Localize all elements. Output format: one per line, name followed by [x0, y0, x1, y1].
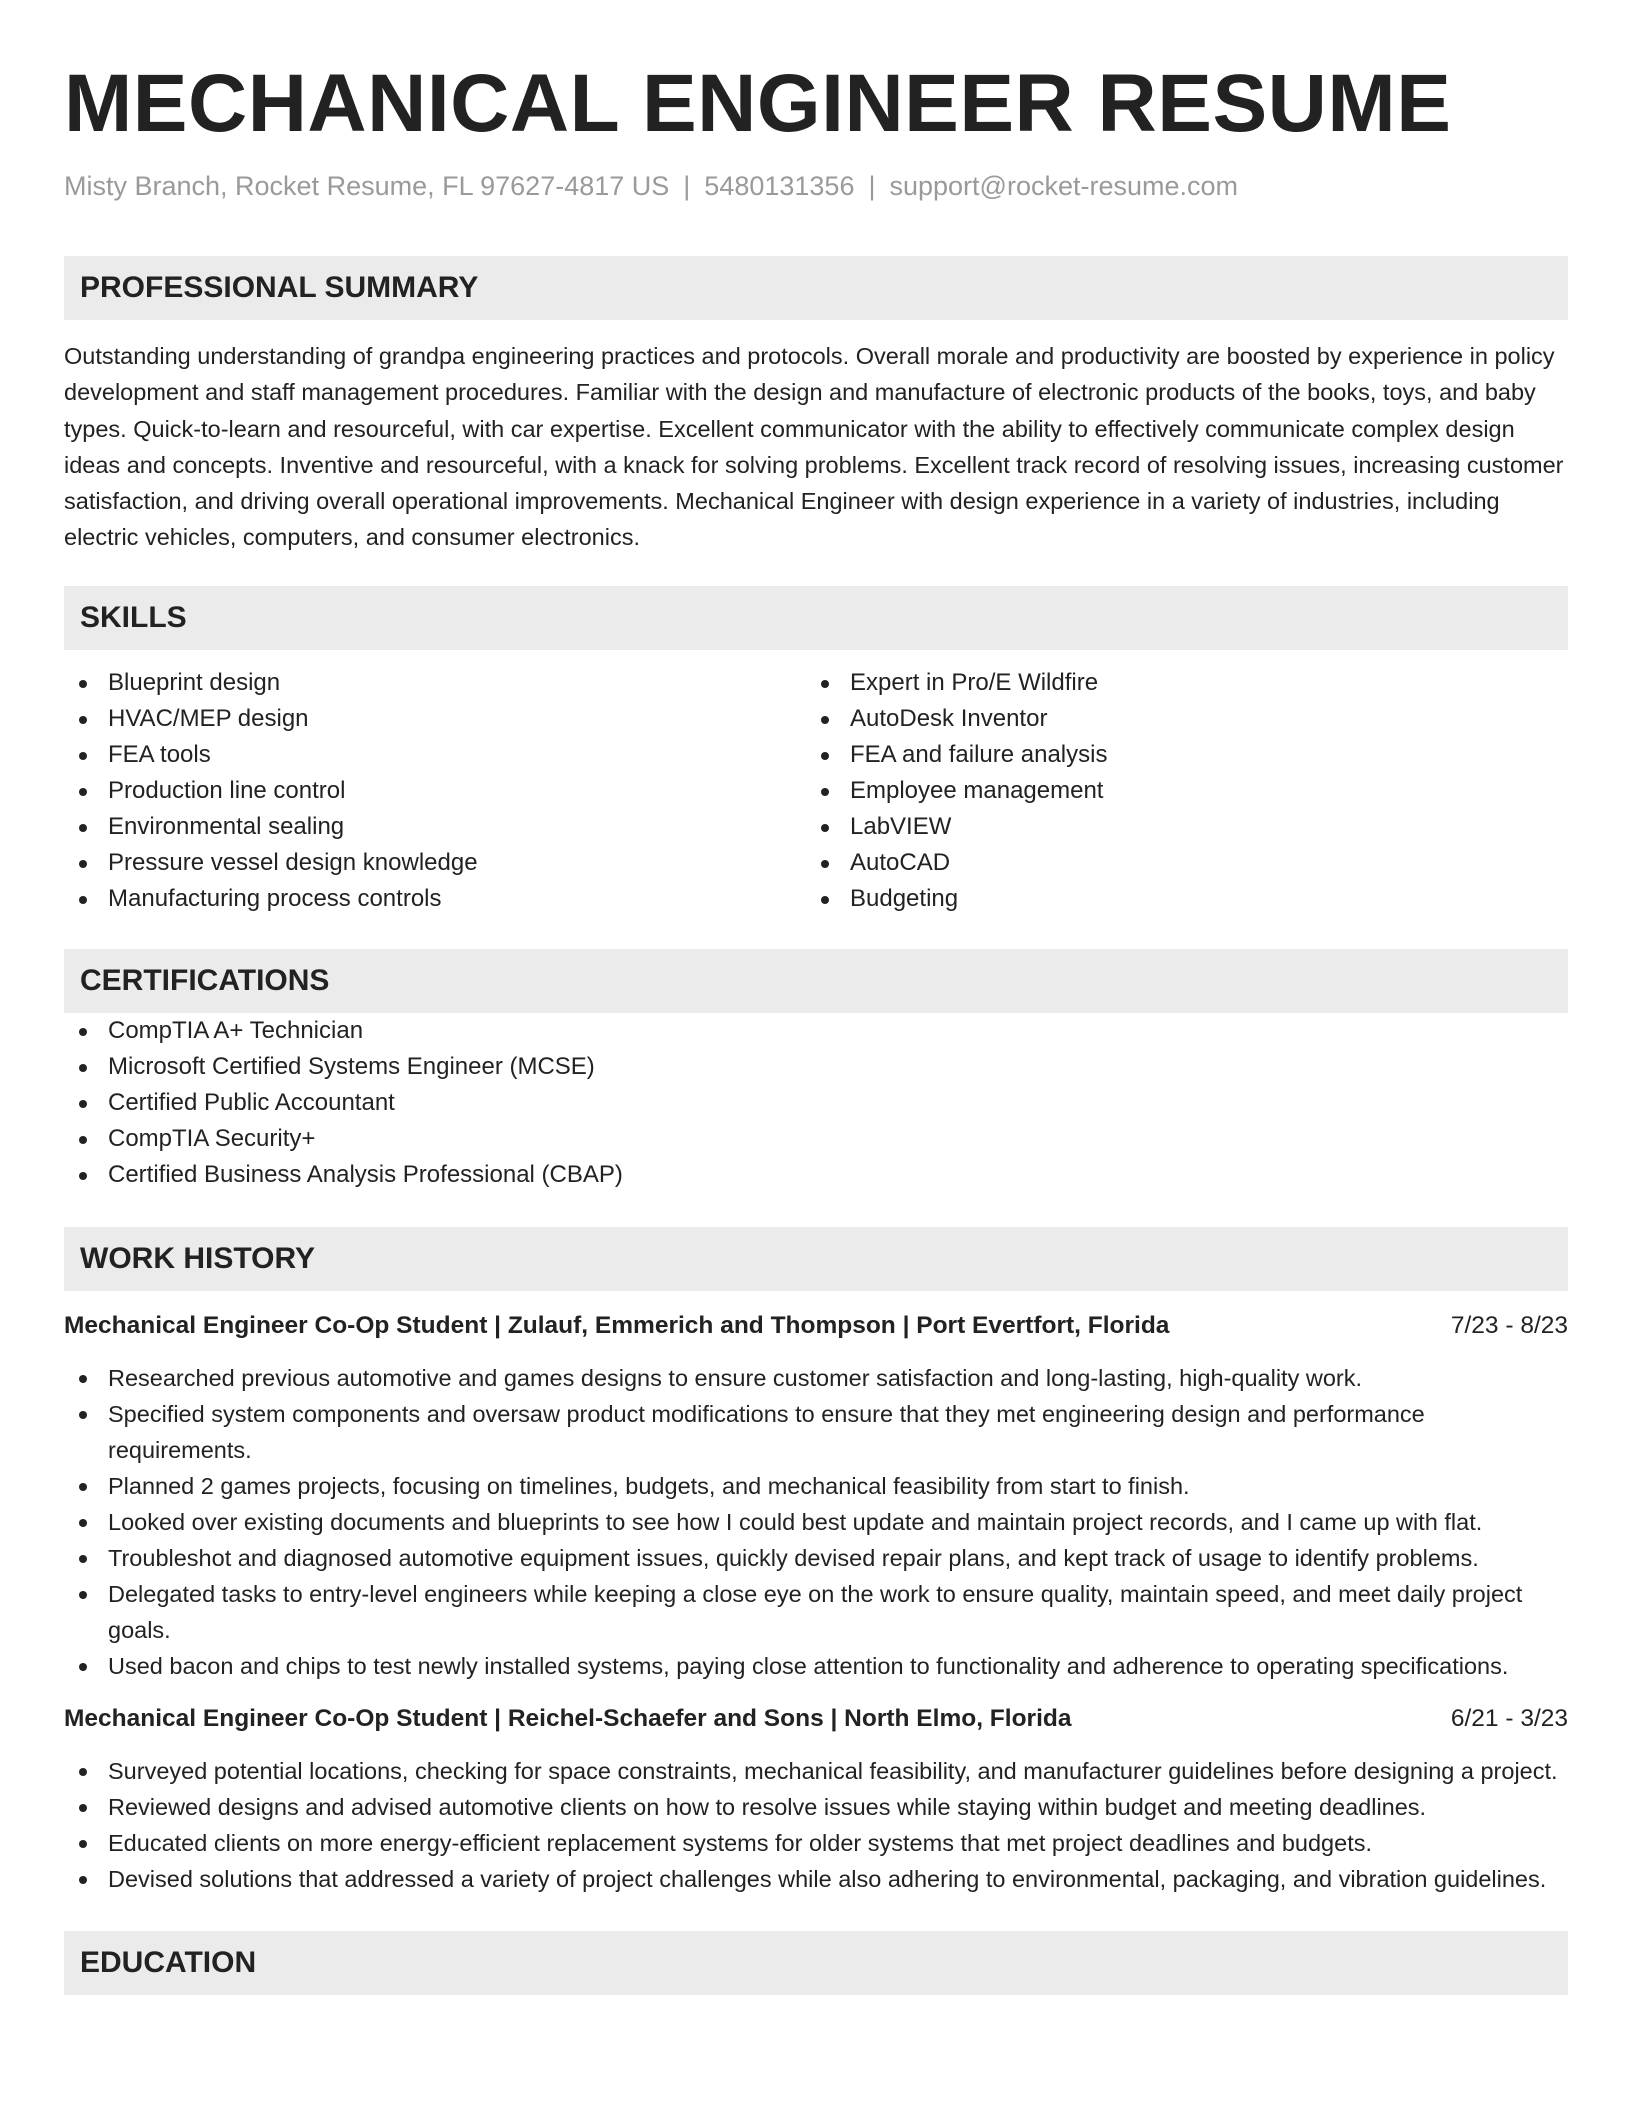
- job-bullet: Researched previous automotive and games designs to ensure customer satisfaction and long-lasting, high-quality work.: [64, 1360, 1568, 1396]
- certification-item: Certified Business Analysis Professional (CBAP): [64, 1157, 1568, 1193]
- skill-item: Expert in Pro/E Wildfire: [806, 665, 1548, 701]
- contact-phone: 5480131356: [704, 171, 855, 201]
- job-bullet: Looked over existing documents and blueprints to see how I could best update and maintain project records, and I came up with flat.: [64, 1504, 1568, 1540]
- job-dates: 6/21 - 3/23: [1450, 1704, 1568, 1732]
- skill-item: Environmental sealing: [64, 809, 806, 845]
- job-title: Mechanical Engineer Co-Op Student | Zulauf, Emmerich and Thompson | Port Evertfort, Florida: [64, 1311, 1170, 1339]
- skills-section: [64, 586, 1568, 917]
- summary-text: Outstanding understanding of grandpa engineering practices and protocols. Overall morale and productivity are boosted by experience in policy development and staff management procedures. Familiar with the design and manufacture of electronic products of the books, toys, and baby types. Quick-to-learn and resourceful, with car expertise. Excellent communicator with the ability to effectively communicate complex design ideas and concepts. Inventive and resourceful, with a knack for solving problems. Excellent track record of resolving issues, increasing customer satisfaction, and driving overall operational improvements. Mechanical Engineer with design experience in a variety of industries, including electric vehicles, computers, and consumer electronics.: [64, 343, 1564, 551]
- skill-item: Blueprint design: [64, 665, 806, 701]
- job-bullet: Planned 2 games projects, focusing on timelines, budgets, and mechanical feasibility from start to finish.: [64, 1468, 1568, 1504]
- work-history-heading: WORK HISTORY: [64, 1227, 1568, 1291]
- contact-separator: |: [868, 171, 876, 201]
- job-bullet: Surveyed potential locations, checking for space constraints, mechanical feasibility, and manufacturer guidelines before designing a project.: [64, 1753, 1568, 1789]
- contact-address: Misty Branch, Rocket Resume, FL 97627-4817 US: [64, 171, 670, 201]
- job-bullet: Educated clients on more energy-efficient replacement systems for older systems that met project deadlines and budgets.: [64, 1825, 1568, 1861]
- skill-item: Manufacturing process controls: [64, 881, 806, 917]
- job-bullet: Used bacon and chips to test newly installed systems, paying close attention to functionality and adherence to operating specifications.: [64, 1648, 1568, 1684]
- work-history-section: [64, 1227, 1568, 1897]
- job-bullet-list: [64, 1360, 1568, 1684]
- certifications-heading: CERTIFICATIONS: [64, 949, 1568, 1013]
- skill-item: AutoCAD: [806, 845, 1548, 881]
- summary-heading: PROFESSIONAL SUMMARY: [64, 256, 1568, 320]
- job-dates: 7/23 - 8/23: [1450, 1311, 1568, 1339]
- job-title: Mechanical Engineer Co-Op Student | Reichel-Schaefer and Sons | North Elmo, Florida: [64, 1704, 1072, 1732]
- summary-section: [64, 256, 1568, 556]
- skill-item: AutoDesk Inventor: [806, 701, 1548, 737]
- contact-separator: |: [683, 171, 691, 201]
- education-section: [64, 1931, 1568, 1995]
- skill-item: Employee management: [806, 773, 1548, 809]
- job-header: [64, 1701, 1568, 1737]
- skills-list-left: [64, 665, 806, 917]
- job-entry: [64, 1308, 1568, 1684]
- job-bullet: Troubleshot and diagnosed automotive equipment issues, quickly devised repair plans, and kept track of usage to identify problems.: [64, 1540, 1568, 1576]
- contact-email: support@rocket-resume.com: [889, 171, 1239, 201]
- skill-item: LabVIEW: [806, 809, 1548, 845]
- certification-item: Microsoft Certified Systems Engineer (MCSE): [64, 1049, 1568, 1085]
- job-bullet: Reviewed designs and advised automotive clients on how to resolve issues while staying within budget and meeting deadlines.: [64, 1789, 1568, 1825]
- job-bullet: Delegated tasks to entry-level engineers while keeping a close eye on the work to ensure quality, maintain speed, and meet daily project goals.: [64, 1576, 1568, 1648]
- job-bullet: Devised solutions that addressed a variety of project challenges while also adhering to environmental, packaging, and vibration guidelines.: [64, 1861, 1568, 1897]
- skill-item: Budgeting: [806, 881, 1548, 917]
- contact-line: [64, 168, 1568, 204]
- skill-item: FEA tools: [64, 737, 806, 773]
- certification-item: CompTIA A+ Technician: [64, 1013, 1568, 1049]
- job-bullet-list: [64, 1753, 1568, 1897]
- job-bullet: Specified system components and oversaw product modifications to ensure that they met engineering design and performance requirements.: [64, 1396, 1568, 1468]
- job-entry: [64, 1701, 1568, 1897]
- skill-item: FEA and failure analysis: [806, 737, 1548, 773]
- skills-columns: [64, 665, 1568, 917]
- certification-item: CompTIA Security+: [64, 1121, 1568, 1157]
- certification-item: Certified Public Accountant: [64, 1085, 1568, 1121]
- skill-item: HVAC/MEP design: [64, 701, 806, 737]
- education-heading: EDUCATION: [64, 1931, 1568, 1995]
- skills-list-right: [806, 665, 1548, 917]
- certifications-list: [64, 1013, 1568, 1193]
- job-header: [64, 1308, 1568, 1344]
- skills-heading: SKILLS: [64, 586, 1568, 650]
- skill-item: Production line control: [64, 773, 806, 809]
- resume-title: MECHANICAL ENGINEER RESUME: [64, 58, 1452, 149]
- certifications-section: [64, 949, 1568, 1193]
- resume-page: [64, 0, 1568, 1995]
- skill-item: Pressure vessel design knowledge: [64, 845, 806, 881]
